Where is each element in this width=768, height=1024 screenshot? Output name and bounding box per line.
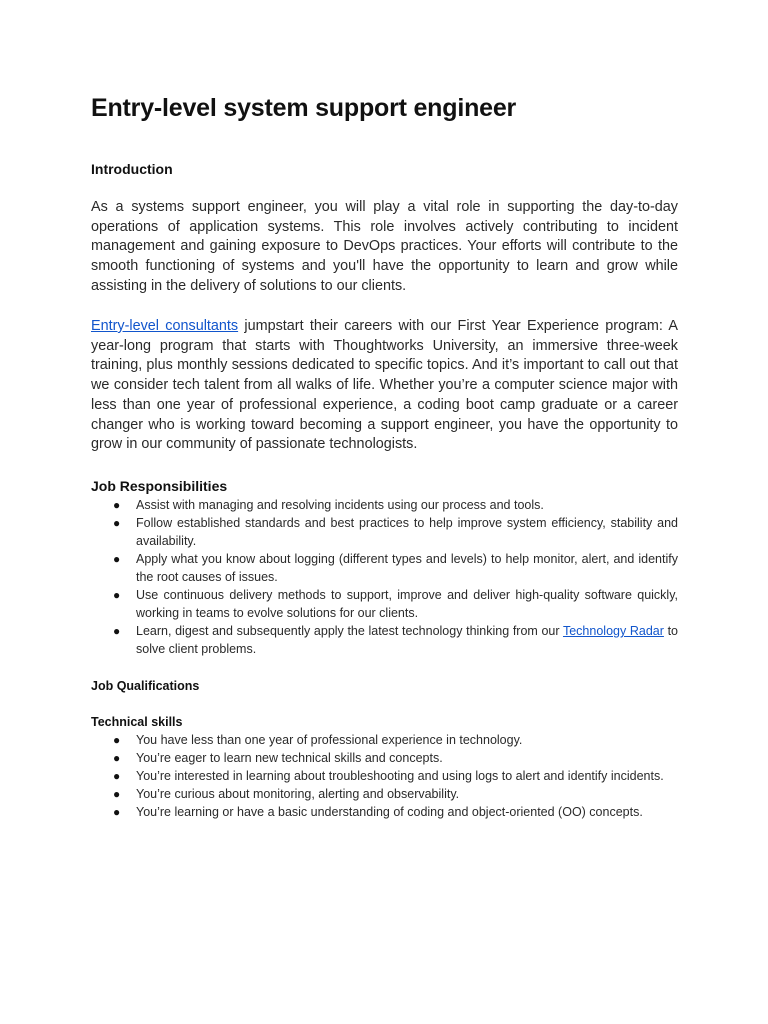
bullet-icon: ● [113,588,121,602]
list-item-text: You’re interested in learning about troubleshooting and using logs to alert and identify incidents. [136,769,664,783]
bullet-icon: ● [113,498,121,512]
list-item [91,749,678,767]
list-item-text: Follow established standards and best practices to help improve system efficiency, stability and availability. [136,516,678,548]
program-paragraph-text: jumpstart their careers with our First Year Experience program: A year-long program that starts with Thoughtworks University, an immersive three-week training, plus monthly sessions dedicated to specific topics. And it’s important to call out that we consider tech talent from all walks of life. Whether you’re a computer science major with less than one year of professional experience, a coding boot camp graduate or a career changer who is working toward becoming a support engineer, you have the opportunity to grow in our community of passionate technologists. [91,318,678,453]
bullet-icon: ● [113,516,121,530]
list-item-text: You’re learning or have a basic understanding of coding and object-oriented (OO) concepts. [136,805,643,819]
list-item-text: Apply what you know about logging (different types and levels) to help monitor, alert, and identify the root causes of issues. [136,552,678,584]
list-item-text: Assist with managing and resolving incidents using our process and tools. [136,498,544,512]
bullet-icon: ● [113,805,121,819]
list-item [91,550,678,586]
list-item-text: You have less than one year of professional experience in technology. [136,733,523,747]
list-item-text: You’re curious about monitoring, alerting and observability. [136,787,460,801]
bullet-icon: ● [113,787,121,801]
list-item [91,767,678,785]
bullet-icon: ● [113,769,121,783]
technology-radar-link[interactable]: Technology Radar [562,624,664,638]
list-item-text-before-link: Learn, digest and subsequently apply the latest technology thinking from our [136,624,563,638]
list-item-text-after-link: to solve client problems. [136,624,678,656]
technical-skills-heading: Technical skills [91,715,183,729]
introduction-heading: Introduction [91,161,173,177]
responsibilities-heading: Job Responsibilities [91,478,228,494]
list-item [91,586,678,622]
page-title: Entry-level system support engineer [91,94,517,122]
list-item [91,496,678,514]
bullet-icon: ● [113,624,121,638]
introduction-paragraph: As a systems support engineer, you will play a vital role in supporting the day-to-day operations of application systems. This role involves actively contributing to incident management and gaining exposure to DevOps practices. Your efforts will contribute to the smooth functioning of systems and you'll have the opportunity to learn and grow while assisting in the delivery of solutions to our clients. [91,199,678,294]
bullet-icon: ● [113,751,121,765]
entry-level-consultants-link[interactable]: Entry-level consultants [91,318,239,334]
list-item-text: You’re eager to learn new technical skills and concepts. [136,751,443,765]
bullet-icon: ● [113,733,121,747]
responsibilities-list [91,496,678,658]
list-item [91,785,678,803]
list-item [91,622,678,658]
technical-skills-list [91,731,678,821]
list-item-text: Use continuous delivery methods to support, improve and deliver high-quality software quickly, working in teams to evolve solutions for our clients. [136,588,678,620]
list-item [91,514,678,550]
list-item [91,731,678,749]
list-item [91,803,678,821]
qualifications-heading: Job Qualifications [91,679,200,693]
program-paragraph [91,317,678,455]
bullet-icon: ● [113,552,121,566]
